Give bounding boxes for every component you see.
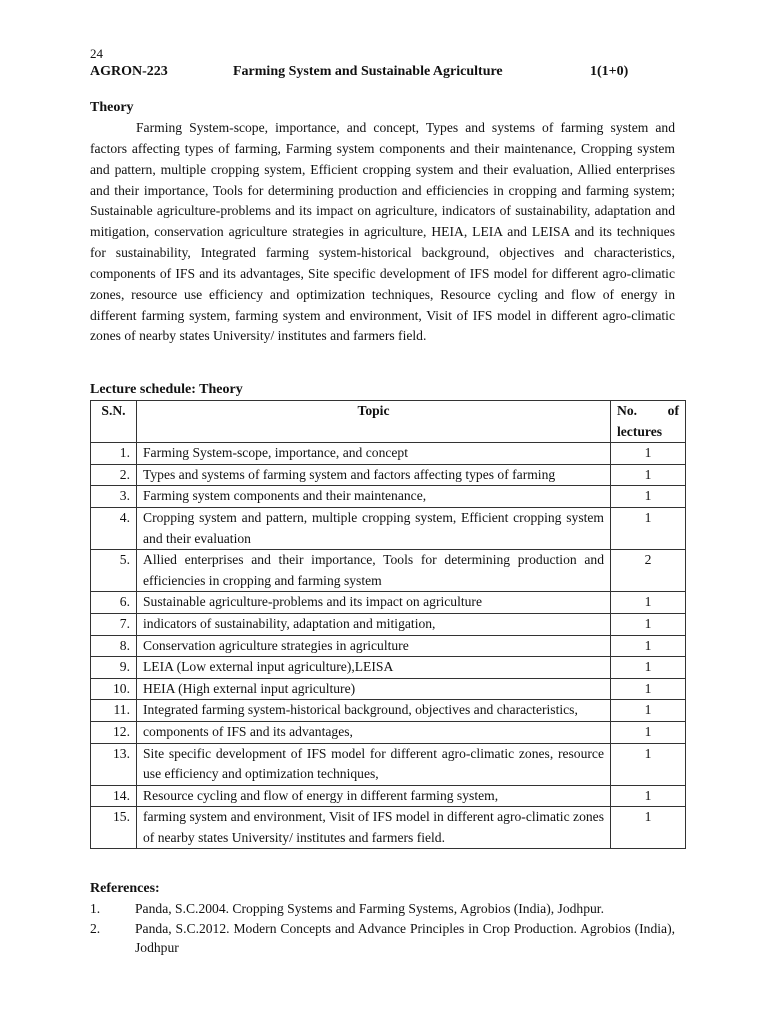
table-row bbox=[91, 486, 686, 508]
row-lectures: 1 bbox=[611, 486, 686, 508]
row-sn: 12. bbox=[91, 721, 137, 743]
reference-number: 1. bbox=[90, 901, 101, 916]
row-sn: 6. bbox=[91, 592, 137, 614]
table-row bbox=[91, 743, 686, 785]
course-credits: 1(1+0) bbox=[590, 64, 629, 79]
row-sn: 11. bbox=[91, 700, 137, 722]
row-topic: farming system and environment, Visit of IFS model in different agro-climatic zones of nearby states University/ institutes and farmers field. bbox=[137, 807, 611, 849]
row-sn: 10. bbox=[91, 678, 137, 700]
row-lectures: 2 bbox=[611, 550, 686, 592]
row-lectures: 1 bbox=[611, 592, 686, 614]
table-row bbox=[91, 678, 686, 700]
row-lectures: 1 bbox=[611, 613, 686, 635]
row-topic: Site specific development of IFS model for different agro-climatic zones, resource use efficiency and optimization techniques, bbox=[137, 743, 611, 785]
row-topic: Types and systems of farming system and factors affecting types of farming bbox=[137, 464, 611, 486]
row-lectures: 1 bbox=[611, 743, 686, 785]
page-number: 24 bbox=[90, 46, 103, 61]
row-sn: 5. bbox=[91, 550, 137, 592]
row-sn: 1. bbox=[91, 443, 137, 465]
row-topic: Resource cycling and flow of energy in different farming system, bbox=[137, 785, 611, 807]
row-lectures: 1 bbox=[611, 678, 686, 700]
table-row bbox=[91, 785, 686, 807]
row-sn: 2. bbox=[91, 464, 137, 486]
row-topic: components of IFS and its advantages, bbox=[137, 721, 611, 743]
course-code: AGRON-223 bbox=[90, 64, 168, 79]
table-row bbox=[91, 657, 686, 679]
row-lectures: 1 bbox=[611, 635, 686, 657]
table-row bbox=[91, 700, 686, 722]
row-lectures: 1 bbox=[611, 721, 686, 743]
lecture-schedule-heading: Lecture schedule: Theory bbox=[90, 382, 243, 397]
column-header-lectures: No. of lectures bbox=[611, 401, 686, 443]
column-header-topic: Topic bbox=[137, 401, 611, 443]
row-topic: Cropping system and pattern, multiple cropping system, Efficient cropping system and their evaluation bbox=[137, 507, 611, 549]
row-lectures: 1 bbox=[611, 507, 686, 549]
column-header-sn: S.N. bbox=[91, 401, 137, 443]
table-row bbox=[91, 635, 686, 657]
table-row bbox=[91, 550, 686, 592]
row-sn: 14. bbox=[91, 785, 137, 807]
reference-text: Panda, S.C.2012. Modern Concepts and Advance Principles in Crop Production. Agrobios (India), Jodhpur bbox=[135, 920, 675, 955]
row-topic: HEIA (High external input agriculture) bbox=[137, 678, 611, 700]
row-sn: 9. bbox=[91, 657, 137, 679]
row-lectures: 1 bbox=[611, 657, 686, 679]
table-row bbox=[91, 507, 686, 549]
table-row bbox=[91, 464, 686, 486]
row-topic: Sustainable agriculture-problems and its impact on agriculture bbox=[137, 592, 611, 614]
row-sn: 15. bbox=[91, 807, 137, 849]
course-header bbox=[90, 64, 684, 84]
row-topic: LEIA (Low external input agriculture),LEISA bbox=[137, 657, 611, 679]
reference-number: 2. bbox=[90, 920, 101, 936]
references-list bbox=[90, 899, 675, 958]
course-title: Farming System and Sustainable Agriculture bbox=[233, 64, 503, 79]
lecture-schedule-table bbox=[90, 400, 686, 849]
row-topic: Conservation agriculture strategies in agriculture bbox=[137, 635, 611, 657]
row-lectures: 1 bbox=[611, 464, 686, 486]
row-sn: 4. bbox=[91, 507, 137, 549]
table-row bbox=[91, 807, 686, 849]
row-topic: Integrated farming system-historical background, objectives and characteristics, bbox=[137, 700, 611, 722]
theory-paragraph: Farming System-scope, importance, and concept, Types and systems of farming system and factors affecting types of farming, Farming system components and their maintenance, Cropping system and pattern, multiple cropping system, Efficient cropping system and their evaluation, Allied enterprises and their importance, Tools for determining production and efficiencies in cropping and farming system; Sustainable agriculture-problems and its impact on agriculture, indicators of sustainability, adaptation and mitigation, conservation agriculture strategies in agriculture, HEIA, LEIA and LEISA and its techniques for sustainability, Integrated farming system-historical background, objectives and characteristics, components of IFS and its advantages, Site specific development of IFS model for different agro-climatic zones, resource use efficiency and optimization techniques, Resource cycling and flow of energy in different farming system, farming system and environment, Visit of IFS model in different agro-climatic zones of nearby states University/ institutes and farmers field. bbox=[90, 120, 675, 344]
table-row bbox=[91, 592, 686, 614]
row-topic: Farming System-scope, importance, and concept bbox=[137, 443, 611, 465]
reference-item bbox=[90, 919, 675, 958]
row-topic: indicators of sustainability, adaptation and mitigation, bbox=[137, 613, 611, 635]
table-row bbox=[91, 721, 686, 743]
table-row bbox=[91, 613, 686, 635]
row-topic: Farming system components and their maintenance, bbox=[137, 486, 611, 508]
row-lectures: 1 bbox=[611, 807, 686, 849]
reference-item bbox=[90, 899, 675, 919]
table-row bbox=[91, 443, 686, 465]
table-header-row bbox=[91, 401, 686, 443]
theory-heading: Theory bbox=[90, 100, 134, 115]
references-heading: References: bbox=[90, 881, 160, 896]
row-sn: 8. bbox=[91, 635, 137, 657]
row-lectures: 1 bbox=[611, 443, 686, 465]
row-sn: 13. bbox=[91, 743, 137, 785]
row-topic: Allied enterprises and their importance, Tools for determining production and efficiencies in cropping and farming system bbox=[137, 550, 611, 592]
table-body bbox=[91, 443, 686, 849]
reference-text: Panda, S.C.2004. Cropping Systems and Farming Systems, Agrobios (India), Jodhpur. bbox=[135, 901, 604, 916]
row-lectures: 1 bbox=[611, 700, 686, 722]
row-sn: 3. bbox=[91, 486, 137, 508]
row-sn: 7. bbox=[91, 613, 137, 635]
row-lectures: 1 bbox=[611, 785, 686, 807]
